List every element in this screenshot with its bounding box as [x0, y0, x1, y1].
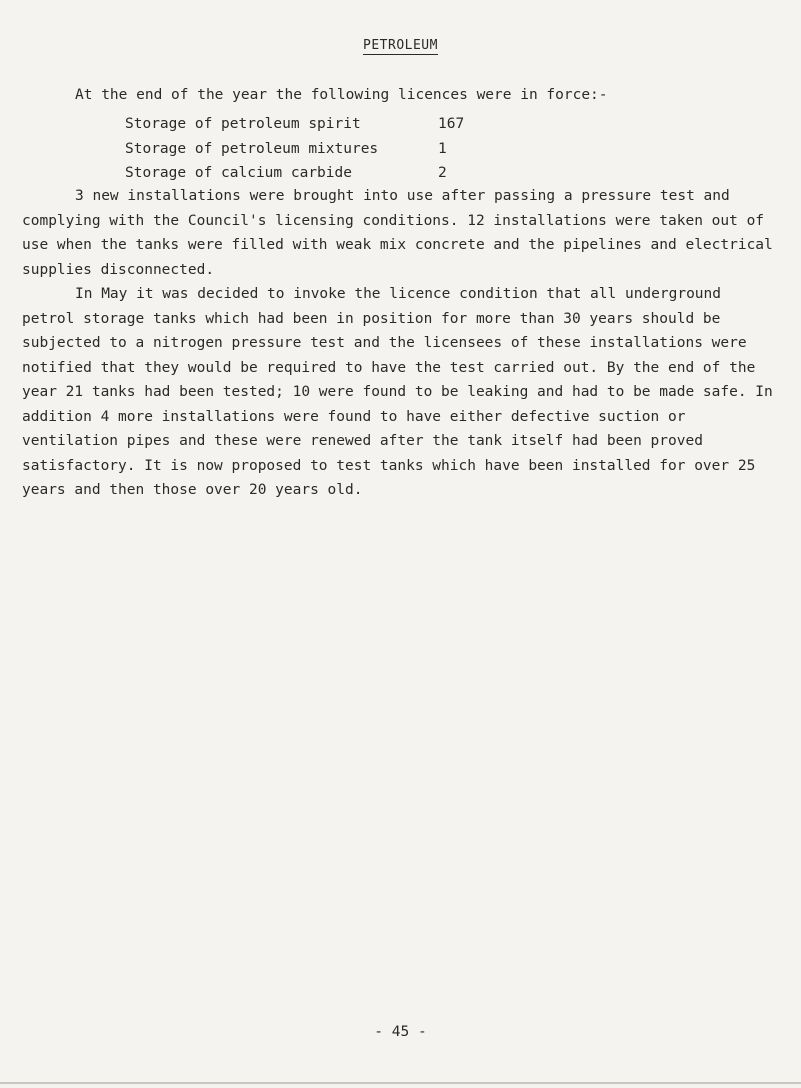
intro-line: At the end of the year the following licences were in force:-	[75, 87, 608, 103]
body-text	[22, 184, 782, 503]
licence-row	[125, 112, 478, 137]
licence-count: 167	[438, 116, 465, 132]
licence-label: Storage of petroleum mixtures	[125, 140, 379, 157]
paragraph: 3 new installations were brought into use after passing a pressure test and complying with the Council's licensing conditions. 12 installations were taken out of use when the tanks were filled with weak mix concrete and the pipelines and electrical supplies disconnected.	[22, 188, 773, 278]
licence-list	[125, 112, 478, 186]
licence-count: 1	[438, 140, 447, 157]
page-edge-line	[0, 1082, 801, 1084]
licence-label: Storage of calcium carbide	[125, 165, 352, 181]
licence-label: Storage of petroleum spirit	[125, 116, 361, 132]
page-number: - 45 -	[374, 1024, 427, 1040]
licence-row	[125, 161, 478, 186]
heading-text: PETROLEUM	[363, 38, 438, 53]
section-heading	[0, 38, 801, 53]
paragraph: In May it was decided to invoke the licence condition that all underground petrol storage tanks which had been in position for more than 30 years should be subjected to a nitrogen pressure test and the licensees of these installations were notified that they would be required to have the test carried out. By the end of the year 21 tanks had been tested; 10 were found to be leaking and had to be made safe. In addition 4 more installations were found to have either defective suction or ventilation pipes and these were renewed after the tank itself had been proved satisfactory. It is now proposed to test tanks which have been installed for over 25 years and then those over 20 years old.	[22, 286, 773, 498]
licence-count: 2	[438, 165, 447, 181]
licence-row	[125, 137, 478, 162]
